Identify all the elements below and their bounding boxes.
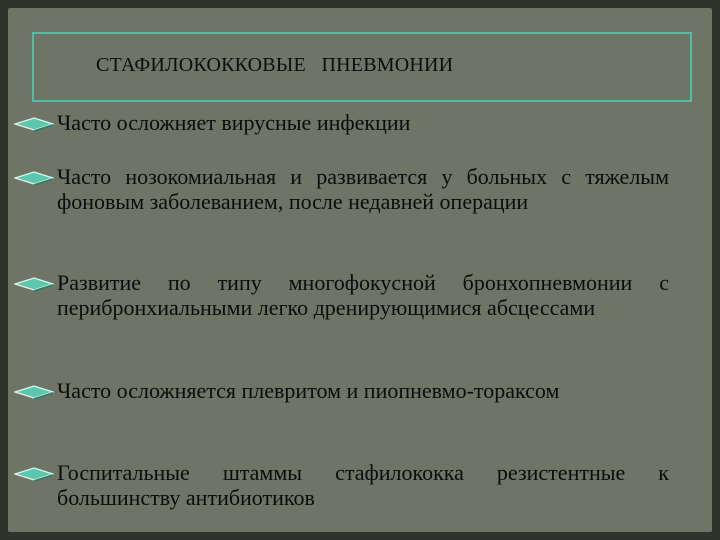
diamond-bullet-icon [14, 462, 54, 484]
bullet-text: Часто осложняет вирусные инфекции [57, 110, 411, 135]
bullet-text: Часто нозокомиальная и развивается у больных с тяжелым фоновым заболеванием, после недавней операции [57, 164, 669, 214]
bullet-text: Госпитальные штаммы стафилококка резистентные к большинству антибиотиков [57, 460, 669, 510]
title-box [32, 32, 692, 102]
diamond-bullet-icon [14, 380, 54, 402]
bullet-text: Развитие по типу многофокусной бронхопневмонии с перибронхиальными легко дренирующимися абсцессами [57, 270, 669, 320]
diamond-bullet-icon [14, 272, 54, 294]
diamond-bullet-icon [14, 166, 54, 188]
slide-title: СТАФИЛОКОККОВЫЕ ПНЕВМОНИИ [96, 54, 454, 76]
bullet-text: Часто осложняется плевритом и пиопневмо-тораксом [57, 378, 560, 403]
diamond-bullet-icon [14, 112, 54, 134]
